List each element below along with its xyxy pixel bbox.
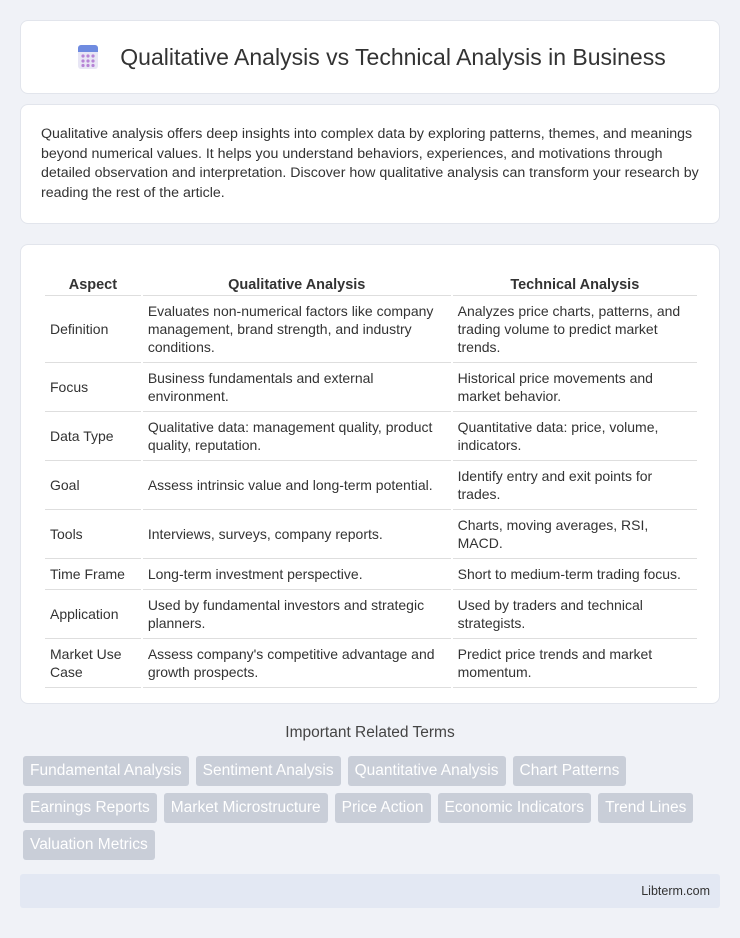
cell-qualitative: Assess intrinsic value and long-term potential.: [143, 461, 451, 510]
cell-technical: Short to medium-term trading focus.: [453, 559, 697, 590]
cell-technical: Charts, moving averages, RSI, MACD.: [453, 510, 697, 559]
header-aspect: Aspect: [45, 265, 141, 296]
cell-qualitative: Assess company's competitive advantage and growth prospects.: [143, 639, 451, 688]
cell-aspect: Definition: [45, 296, 141, 363]
cell-aspect: Market Use Case: [45, 639, 141, 688]
cell-aspect: Goal: [45, 461, 141, 510]
table-row: [45, 510, 697, 559]
related-term-tag[interactable]: Sentiment Analysis: [196, 756, 341, 786]
cell-qualitative: Qualitative data: management quality, product quality, reputation.: [143, 412, 451, 461]
page-title: Qualitative Analysis vs Technical Analysis in Business: [120, 43, 666, 70]
cell-qualitative: Interviews, surveys, company reports.: [143, 510, 451, 559]
related-term-tag[interactable]: Valuation Metrics: [23, 830, 155, 860]
footer-site-link[interactable]: Libterm.com: [641, 884, 710, 898]
comparison-table: [43, 265, 699, 688]
table-header-row: [45, 265, 697, 296]
cell-qualitative: Evaluates non-numerical factors like company management, brand strength, and industry conditions.: [143, 296, 451, 363]
cell-qualitative: Long-term investment perspective.: [143, 559, 451, 590]
cell-qualitative: Business fundamentals and external environment.: [143, 363, 451, 412]
related-term-tag[interactable]: Trend Lines: [598, 793, 693, 823]
cell-aspect: Time Frame: [45, 559, 141, 590]
related-term-tag[interactable]: Fundamental Analysis: [23, 756, 189, 786]
related-terms-tags: [23, 756, 713, 867]
related-term-tag[interactable]: Market Microstructure: [164, 793, 328, 823]
calculator-icon: [74, 43, 102, 71]
table-row: [45, 559, 697, 590]
related-term-tag[interactable]: Price Action: [335, 793, 431, 823]
header-technical: Technical Analysis: [453, 265, 697, 296]
intro-card: [20, 104, 720, 224]
intro-paragraph: Qualitative analysis offers deep insights into complex data by exploring patterns, themes, and meanings beyond numerical values. It helps you understand behaviors, experiences, and motivations through detailed observation and interpretation. Discover how qualitative analysis can transform your research by reading the rest of the article.: [41, 126, 699, 201]
cell-technical: Quantitative data: price, volume, indicators.: [453, 412, 697, 461]
related-term-tag[interactable]: Quantitative Analysis: [348, 756, 506, 786]
cell-qualitative: Used by fundamental investors and strategic planners.: [143, 590, 451, 639]
related-term-tag[interactable]: Earnings Reports: [23, 793, 157, 823]
table-row: [45, 296, 697, 363]
cell-aspect: Focus: [45, 363, 141, 412]
footer: [20, 874, 720, 908]
table-row: [45, 363, 697, 412]
table-row: [45, 412, 697, 461]
cell-technical: Historical price movements and market behavior.: [453, 363, 697, 412]
related-term-tag[interactable]: Economic Indicators: [438, 793, 592, 823]
cell-technical: Identify entry and exit points for trades.: [453, 461, 697, 510]
cell-technical: Used by traders and technical strategists.: [453, 590, 697, 639]
header-card: [20, 20, 720, 94]
related-terms-title: Important Related Terms: [285, 724, 455, 741]
cell-technical: Analyzes price charts, patterns, and trading volume to predict market trends.: [453, 296, 697, 363]
cell-aspect: Application: [45, 590, 141, 639]
cell-technical: Predict price trends and market momentum.: [453, 639, 697, 688]
table-row: [45, 461, 697, 510]
table-row: [45, 590, 697, 639]
cell-aspect: Data Type: [45, 412, 141, 461]
cell-aspect: Tools: [45, 510, 141, 559]
related-term-tag[interactable]: Chart Patterns: [513, 756, 627, 786]
table-row: [45, 639, 697, 688]
table-body: [45, 296, 697, 688]
header-qualitative: Qualitative Analysis: [143, 265, 451, 296]
comparison-table-card: [20, 244, 720, 704]
